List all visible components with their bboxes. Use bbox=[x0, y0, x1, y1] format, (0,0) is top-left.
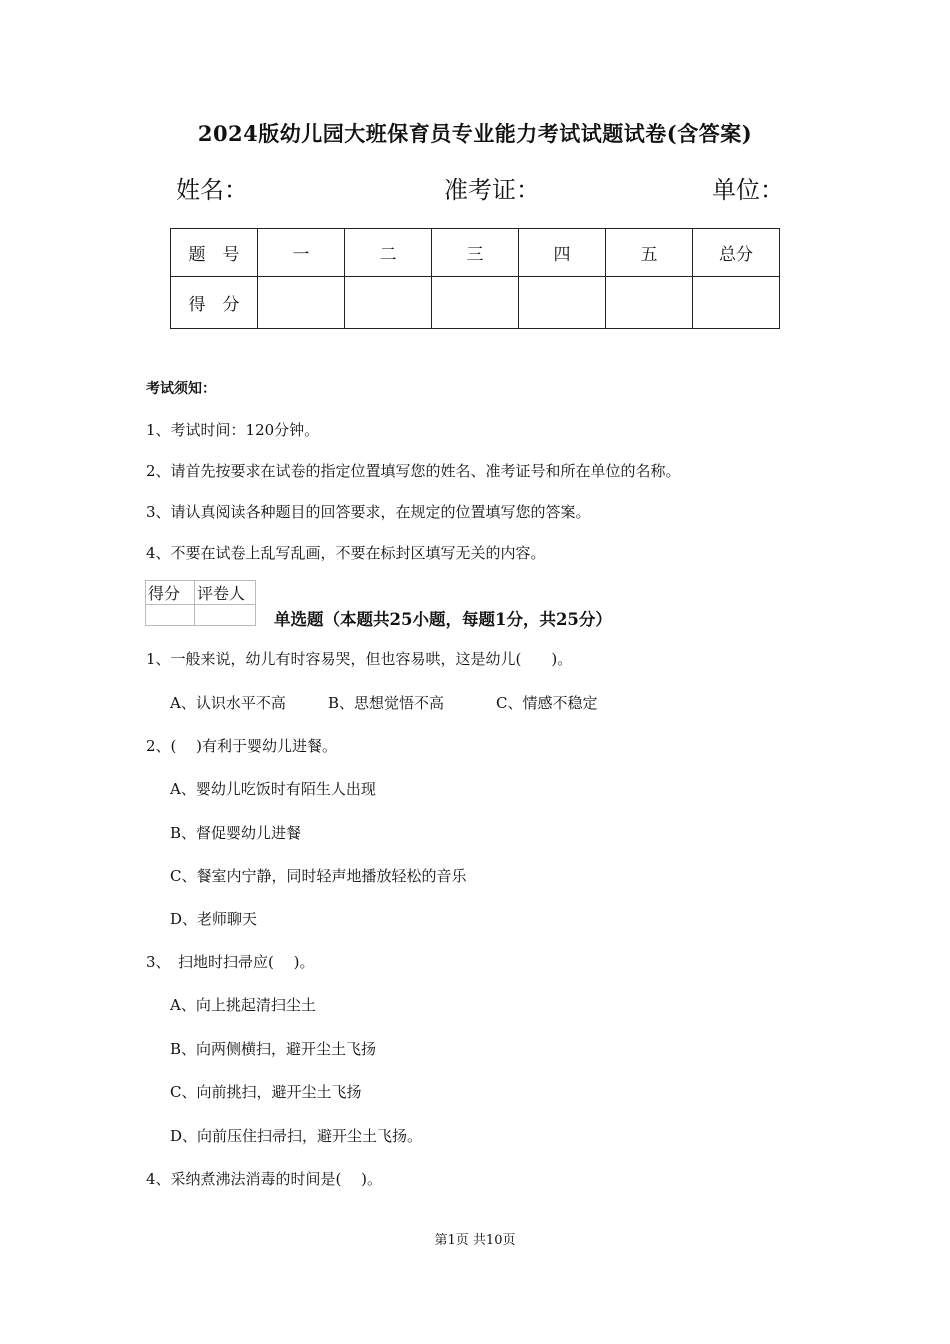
answer-option[interactable]: A、向上挑起清扫尘土 bbox=[170, 996, 316, 1014]
score-table bbox=[170, 228, 780, 329]
question-stem: 2、( )有利于婴幼儿进餐。 bbox=[146, 737, 338, 755]
page-footer: 第1页 共10页 bbox=[434, 1233, 516, 1248]
notice-item: 2、请首先按要求在试卷的指定位置填写您的姓名、准考证号和所在单位的名称。 bbox=[146, 462, 681, 480]
grader-score-label: 得分 bbox=[146, 581, 195, 605]
grader-name-label: 评卷人 bbox=[195, 581, 256, 605]
document-title: 2024版幼儿园大班保育员专业能力考试试题试卷(含答案) bbox=[197, 121, 753, 146]
grader-name-cell[interactable] bbox=[195, 605, 256, 626]
notice-item: 3、请认真阅读各种题目的回答要求，在规定的位置填写您的答案。 bbox=[146, 503, 591, 521]
notice-heading: 考试须知： bbox=[146, 381, 216, 397]
question-stem: 4、采纳煮沸法消毒的时间是( )。 bbox=[146, 1170, 383, 1188]
score-input-cell[interactable] bbox=[258, 277, 345, 329]
answer-option[interactable]: D、老师聊天 bbox=[170, 910, 258, 928]
score-header-cell: 二 bbox=[345, 229, 432, 277]
exam-id-field-label: 准考证： bbox=[444, 176, 540, 204]
score-input-cell[interactable] bbox=[345, 277, 432, 329]
answer-option[interactable]: A、婴幼儿吃饭时有陌生人出现 bbox=[170, 780, 376, 798]
answer-option[interactable]: C、情感不稳定 bbox=[496, 694, 598, 712]
answer-option[interactable]: C、向前挑扫，避开尘土飞扬 bbox=[170, 1083, 362, 1101]
score-input-cell[interactable] bbox=[606, 277, 693, 329]
score-header-cell: 总分 bbox=[693, 229, 780, 277]
score-input-cell[interactable] bbox=[432, 277, 519, 329]
score-header-cell: 五 bbox=[606, 229, 693, 277]
score-header-cell: 题 号 bbox=[171, 229, 258, 277]
notice-item: 4、不要在试卷上乱写乱画，不要在标封区填写无关的内容。 bbox=[146, 544, 546, 562]
score-header-cell: 一 bbox=[258, 229, 345, 277]
score-table-header-row bbox=[171, 229, 780, 277]
notice-item: 1、考试时间：120分钟。 bbox=[146, 421, 320, 439]
name-field-label: 姓名： bbox=[176, 176, 248, 204]
score-row-label: 得 分 bbox=[171, 277, 258, 329]
grader-box bbox=[145, 580, 256, 626]
score-table-score-row bbox=[171, 277, 780, 329]
score-input-cell[interactable] bbox=[693, 277, 780, 329]
question-stem: 3、 扫地时扫帚应( )。 bbox=[146, 953, 315, 971]
answer-option[interactable]: A、认识水平不高 bbox=[170, 694, 286, 712]
answer-option[interactable]: B、向两侧横扫，避开尘土飞扬 bbox=[170, 1040, 377, 1058]
answer-option[interactable]: D、向前压住扫帚扫，避开尘土飞扬。 bbox=[170, 1127, 423, 1145]
answer-option[interactable]: C、餐室内宁静，同时轻声地播放轻松的音乐 bbox=[170, 867, 467, 885]
score-header-cell: 四 bbox=[519, 229, 606, 277]
section-title: 单选题（本题共25小题，每题1分，共25分） bbox=[274, 610, 612, 629]
grader-score-cell[interactable] bbox=[146, 605, 195, 626]
question-stem: 1、一般来说，幼儿有时容易哭，但也容易哄，这是幼儿( )。 bbox=[146, 650, 573, 668]
score-input-cell[interactable] bbox=[519, 277, 606, 329]
answer-option[interactable]: B、思想觉悟不高 bbox=[328, 694, 445, 712]
unit-field-label: 单位： bbox=[712, 176, 784, 204]
question-options-inline bbox=[170, 692, 670, 712]
answer-option[interactable]: B、督促婴幼儿进餐 bbox=[170, 824, 302, 842]
candidate-info-row bbox=[176, 170, 784, 204]
score-header-cell: 三 bbox=[432, 229, 519, 277]
